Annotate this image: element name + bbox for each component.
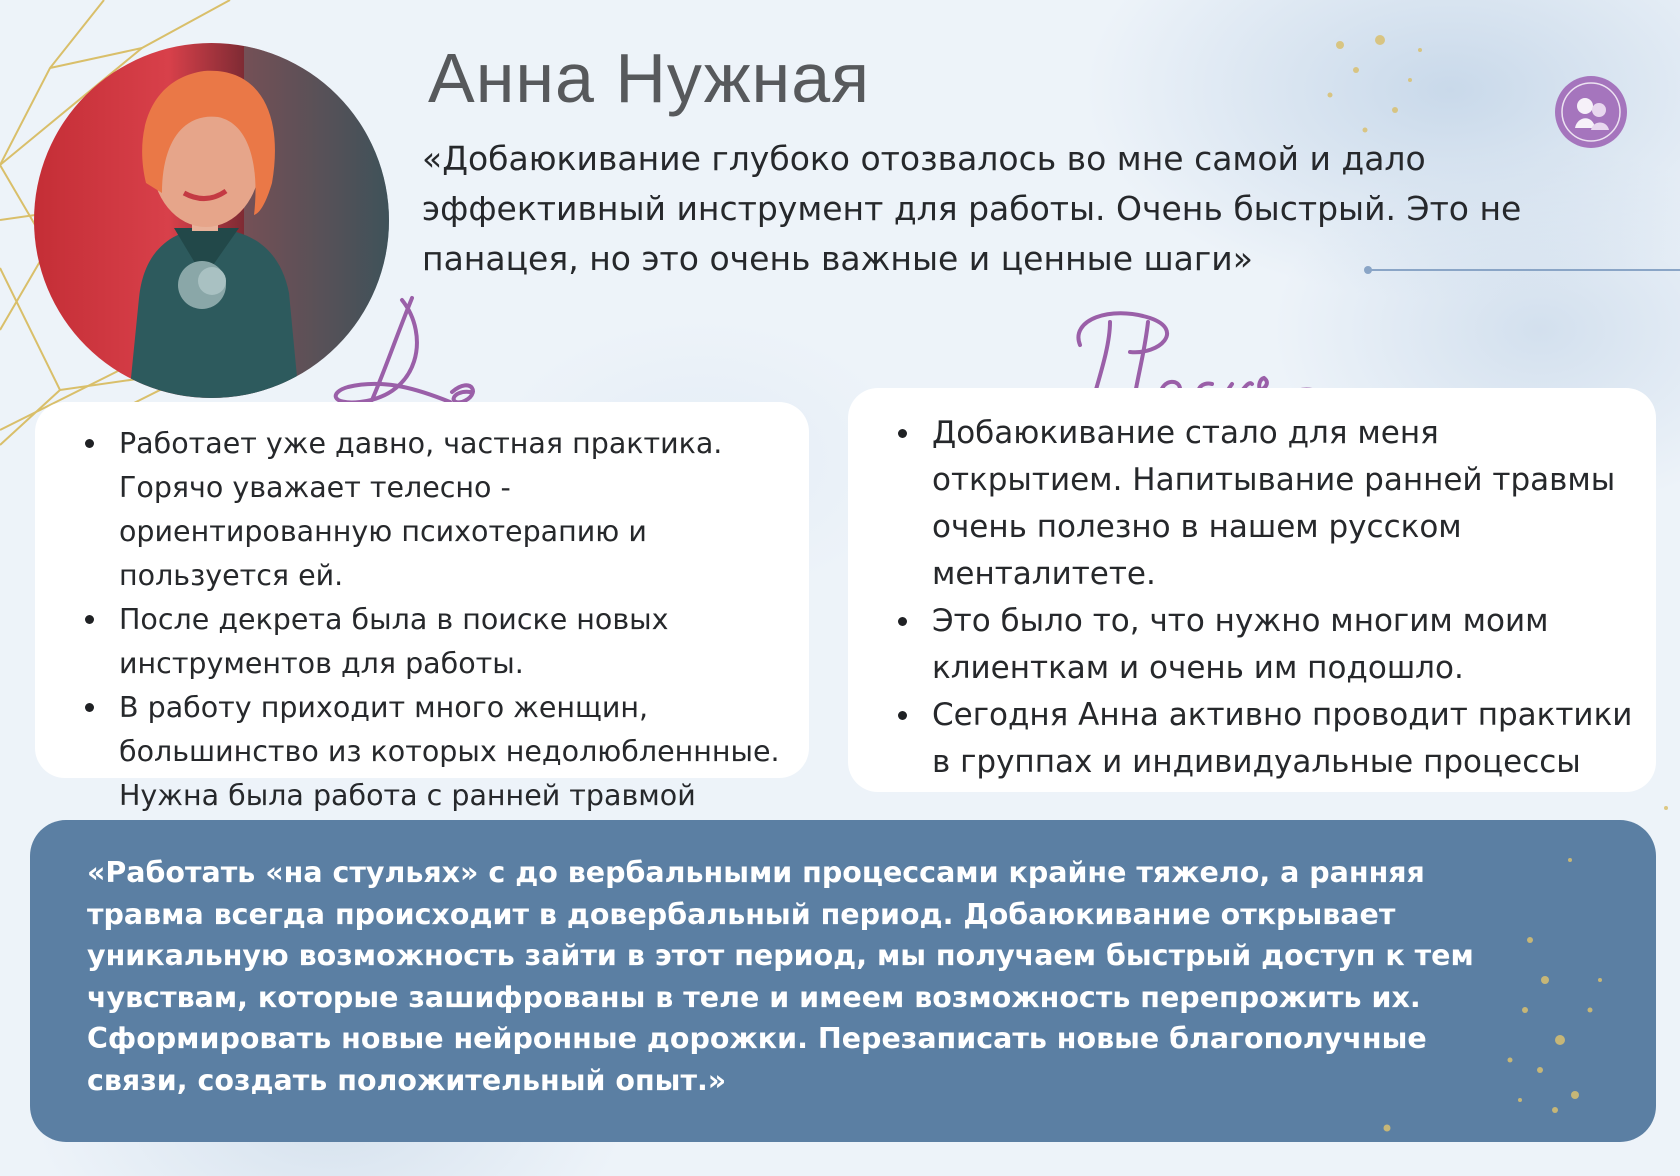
person-name: Анна Нужная bbox=[428, 39, 871, 117]
before-item: После декрета была в поиске новых инструментов для работы. bbox=[119, 598, 789, 686]
after-item: Сегодня Анна активно проводит практики в группах и индивидуальные процессы bbox=[932, 692, 1638, 786]
after-item: Это было то, что нужно многим моим клиенткам и очень им подошло. bbox=[932, 598, 1638, 692]
after-item: Добаюкивание стало для меня открытием. Напитывание ранней травмы очень полезно в нашем русском менталитете. bbox=[932, 410, 1638, 598]
before-item: В работу приходит много женщин, большинство из которых недолюбленнные. Нужна была работа с ранней травмой bbox=[119, 686, 789, 818]
banner-quote: «Работать «на стульях» с до вербальными процессами крайне тяжело, а ранняя травма всегда происходит в довербальный период. Добаюкивание открывает уникальную возможность зайти в этот период, мы получаем быстрый доступ к тем чувствам, которые зашифрованы в теле и имеем возможность перепрожить их. Сформировать новые нейронные дорожки. Перезаписать новые благополучные связи, создать положительный опыт.» bbox=[87, 856, 1474, 1097]
intro-quote: «Добаюкивание глубоко отозвалось во мне самой и дало эффективный инструмент для работы. Очень быстрый. Это не панацея, но это очень важные и ценные шаги» bbox=[422, 139, 1522, 278]
before-item: Работает уже давно, частная практика. Горячо уважает телесно - ориентированную психотерапию и пользуется ей. bbox=[119, 422, 789, 598]
